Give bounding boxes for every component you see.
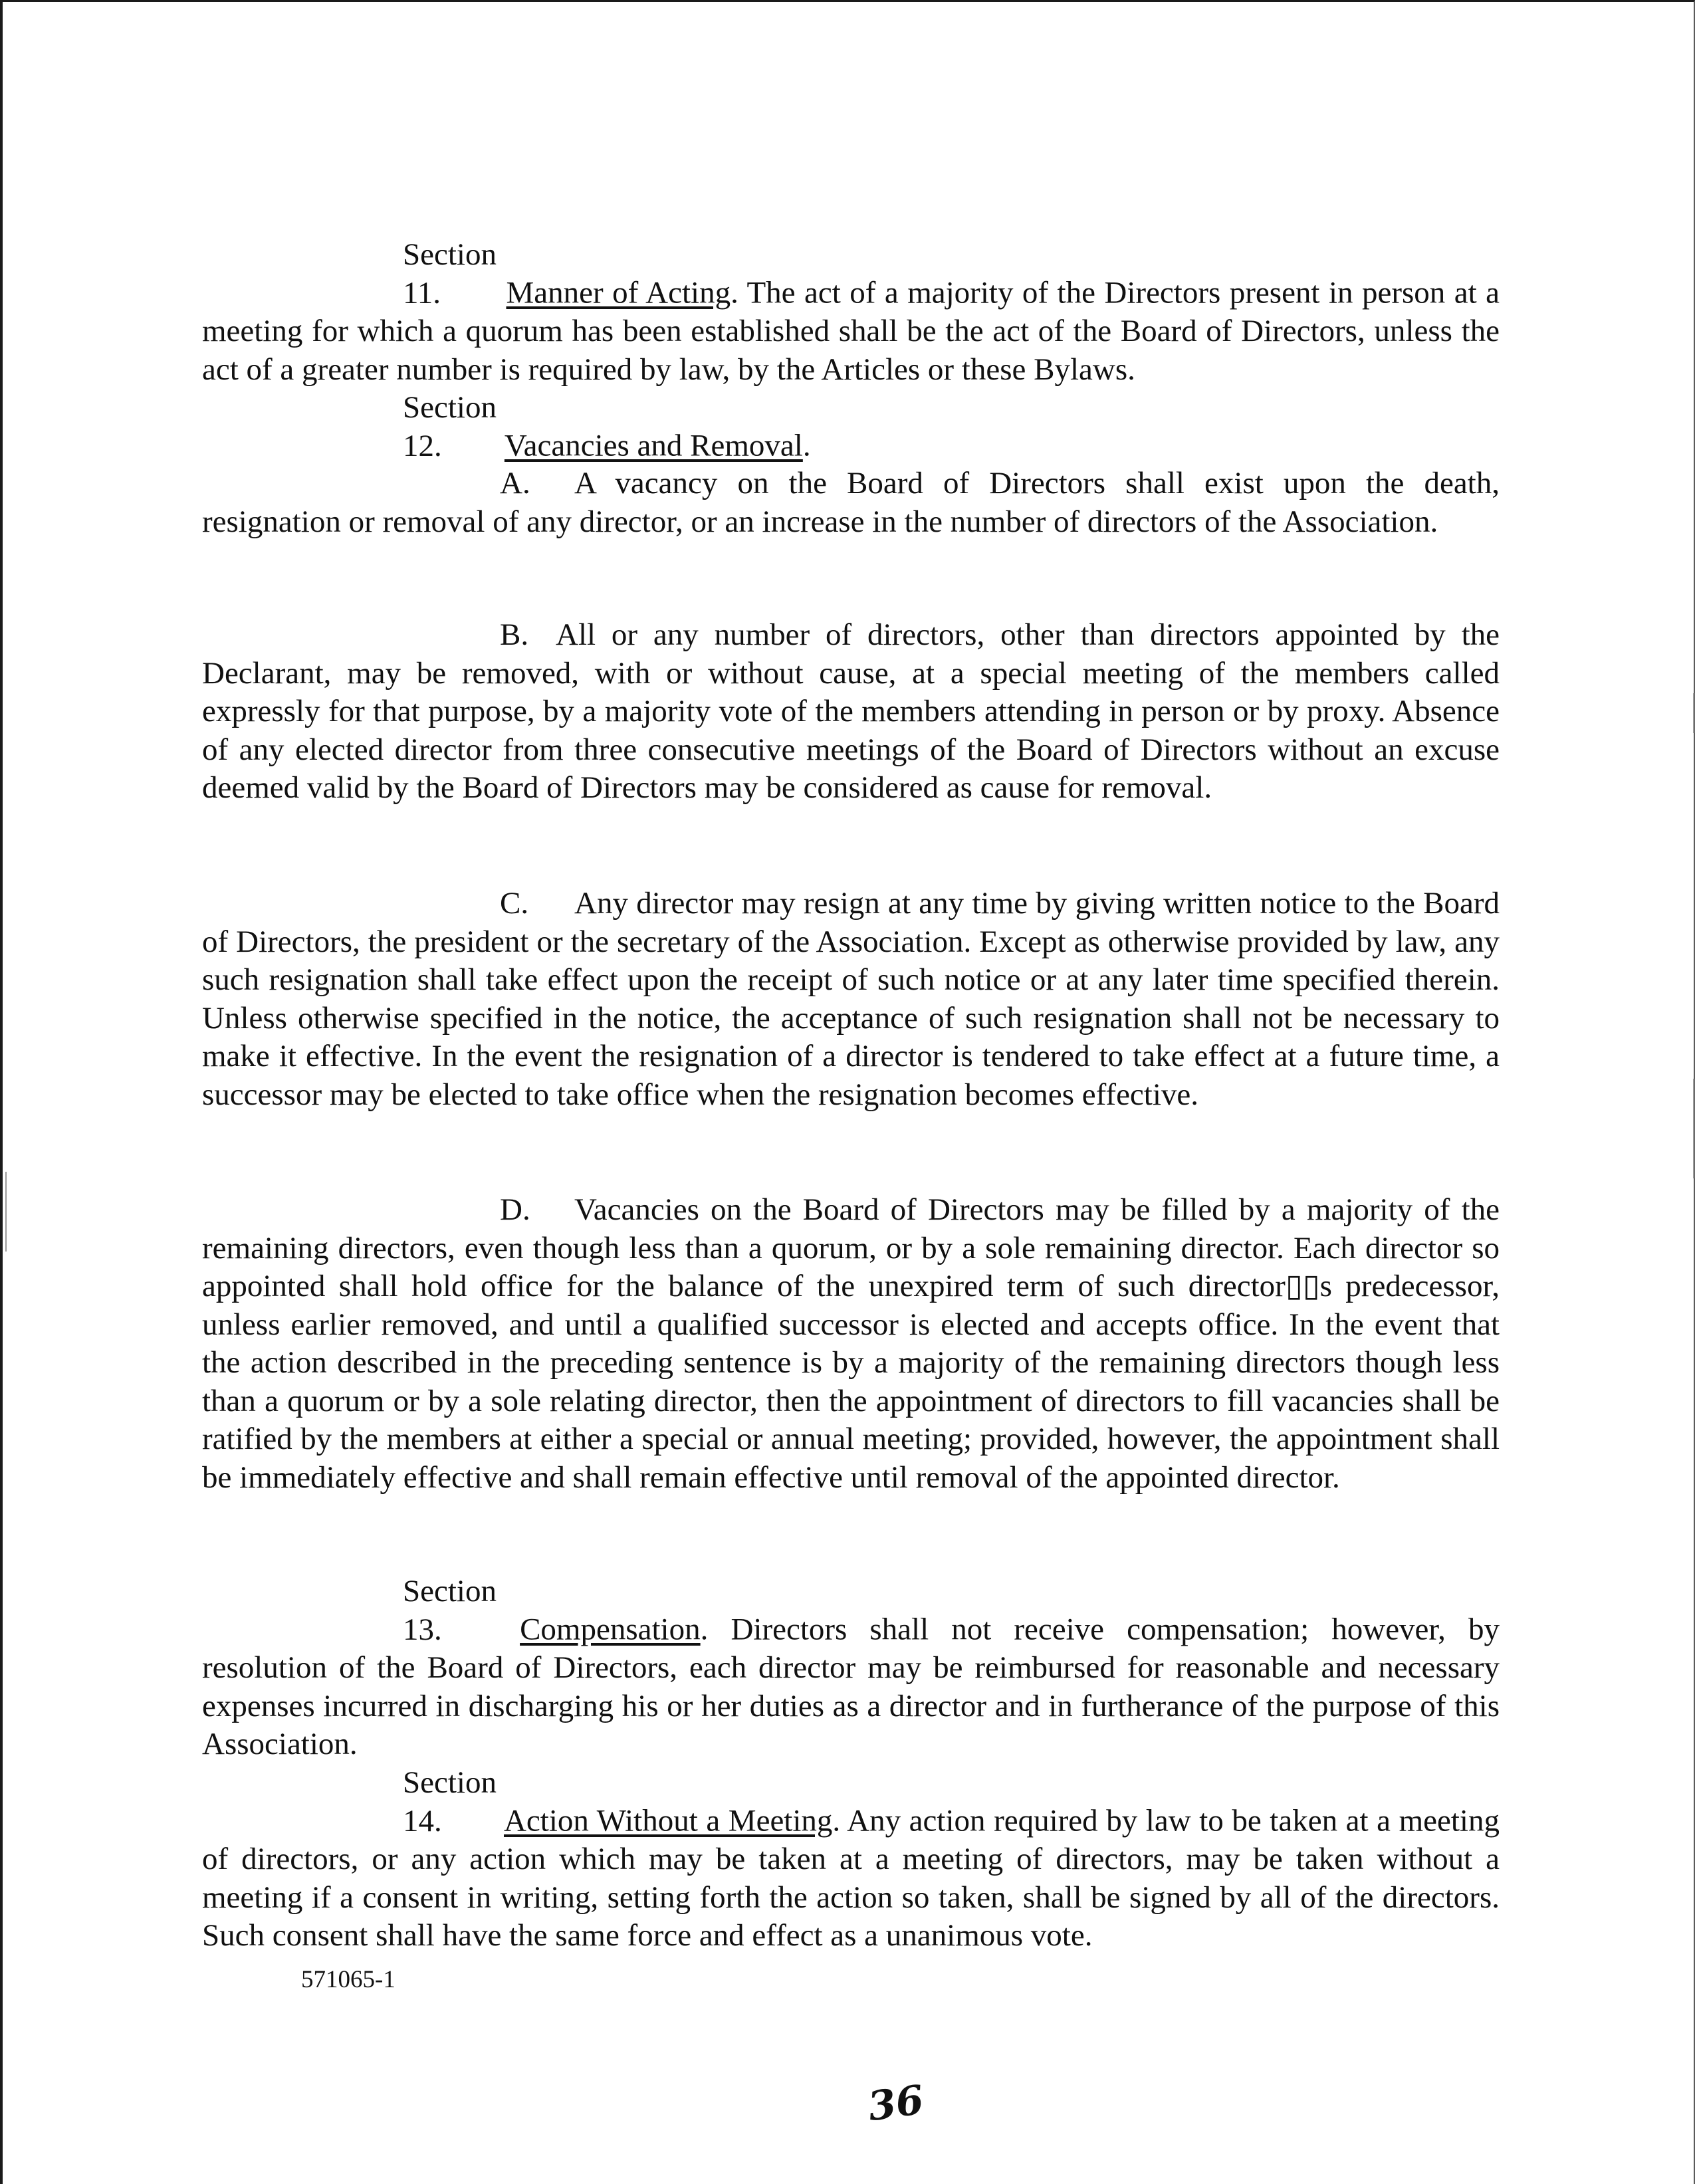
item-d-text: Vacancies on the Board of Directors may be filled by a majority of the remaining directors, even though less than a quorum, or by a sole remaining director. Each director so appointed shall hold office for the balance of the unexpired term of such director▯▯s predecessor, unless earlier removed, and until a qualified successor is elected and accepts office. In the event that the action described in the preceding sentence is by a majority of the remaining directors though less than a quorum or by a sole relating director, then the appointment of directors to fill vacancies shall be ratified by the members at either a special or annual meeting; provided, however, the appointment shall be immediately effective and shall remain effective until removal of the appointed director. — [202, 1192, 1500, 1495]
section-14-number: Section 14. — [403, 1765, 497, 1838]
section-11-number: Section 11. — [403, 237, 497, 310]
section-12-number: Section 12. — [403, 390, 497, 463]
item-b-text: All or any number of directors, other than directors appointed by the Declarant, may be removed, with or without cause, at a special meeting of the members called expressly for that purpose, by a majority vote of the members attending in person or by proxy. Absence of any elected director from three consecutive meetings of the Board of Directors without an excuse deemed valid by the Board of Directors may be considered as cause for removal. — [202, 617, 1500, 805]
section-12-body: . — [802, 428, 811, 463]
item-a-letter: A. — [500, 466, 530, 500]
section-14-title: Action Without a Meeting — [503, 1803, 833, 1838]
item-d-letter: D. — [500, 1192, 530, 1227]
item-b-letter: B. — [500, 617, 529, 652]
section-13-body: . Directors shall not receive compensation; however, by resolution of the Board of Directors, each director may be reimbursed for reasonable and necessary expenses incurred in discharging his or her duties as a director and in furtherance of the purpose of this Association. — [202, 1612, 1500, 1761]
scan-artifact — [1693, 1079, 1694, 1178]
section-11-paragraph — [202, 236, 1500, 389]
section-12-item-c — [202, 885, 1500, 1114]
section-14-body: . Any action required by law to be taken at a meeting of directors, or any action which may be taken at a meeting of directors, may be taken without a meeting if a consent in writing, setting forth the action so taken, shall be signed by all of the directors. Such consent shall have the same force and effect as a unanimous vote. — [202, 1803, 1500, 1953]
section-12-item-b — [202, 616, 1500, 808]
item-c-letter: C. — [500, 886, 529, 921]
section-12-heading — [202, 389, 1500, 465]
section-13-number: Section 13. — [403, 1574, 497, 1647]
handwritten-page-number: 36 — [865, 2076, 927, 2131]
section-11-title: Manner of Acting — [506, 275, 731, 310]
section-12-title: Vacancies and Removal — [504, 428, 803, 463]
item-a-text: A vacancy on the Board of Directors shall exist upon the death, resignation or removal of any director, or an increase in the number of directors of the Association. — [202, 466, 1500, 539]
scan-artifact — [5, 1172, 7, 1252]
section-12-item-a — [202, 465, 1500, 541]
section-14-paragraph — [202, 1764, 1500, 1955]
scan-artifact — [1693, 693, 1694, 733]
document-id: 571065-1 — [301, 1966, 396, 1993]
section-13-title: Compensation — [520, 1612, 701, 1647]
item-c-text: Any director may resign at any time by giving written notice to the Board of Directors, the president or the secretary of the Association. Except as otherwise provided by law, any such resignation shall take effect upon the receipt of such notice or at any later time specified therein. Unless otherwise specified in the notice, the acceptance of such resignation shall not be necessary to make it effective. In the event the resignation of a director is tendered to take effect at a future time, a successor may be elected to take office when the resignation becomes effective. — [202, 886, 1500, 1112]
section-13-paragraph — [202, 1573, 1500, 1764]
section-12-item-d — [202, 1191, 1500, 1497]
section-11-body: . The act of a majority of the Directors present in person at a meeting for which a quorum has been established shall be the act of the Board of Directors, unless the act of a greater number is required by law, by the Articles or these Bylaws. — [202, 275, 1500, 387]
